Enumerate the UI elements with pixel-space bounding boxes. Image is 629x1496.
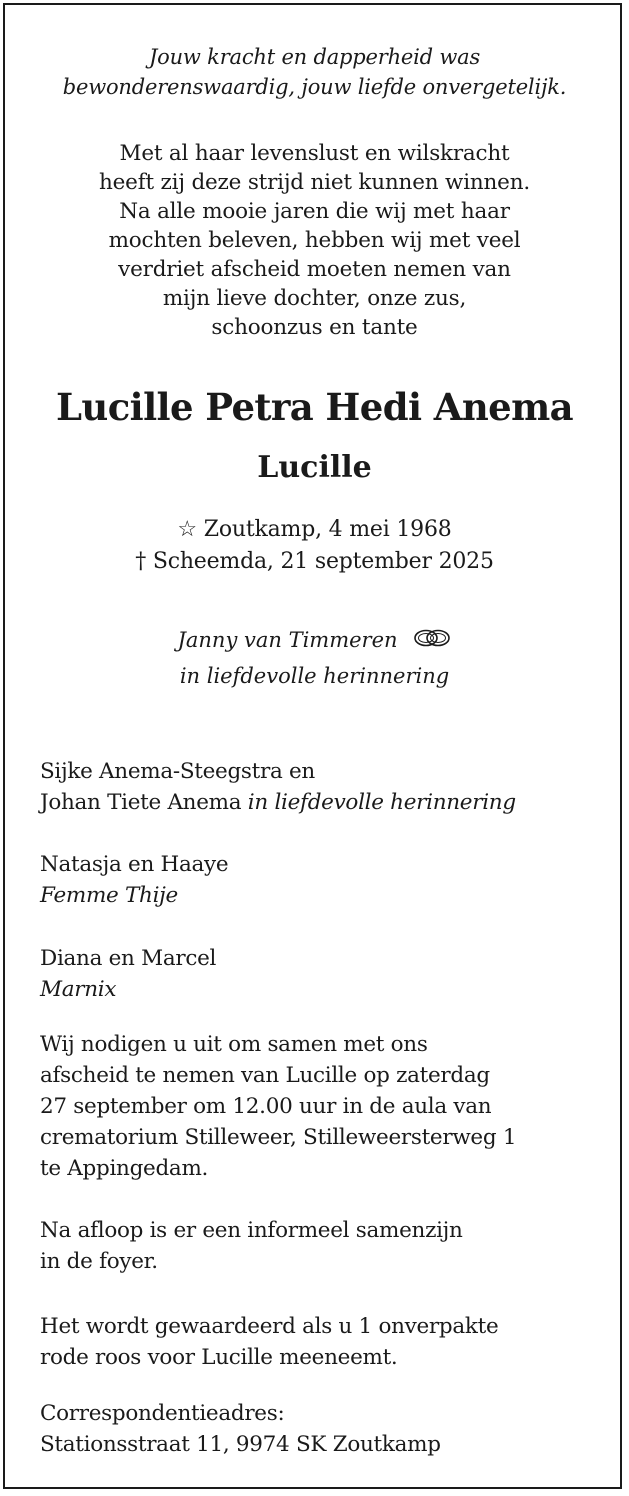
birth-place-date: Zoutkamp, 4 mei 1968 [203,517,452,542]
invitation-line: 27 september om 12.00 uur in de aula van [40,1094,492,1119]
afterwards-line: in de foyer. [40,1249,158,1274]
family-names: Natasja en Haaye [40,852,229,877]
intro-line: verdriet afscheid moeten nemen van [118,257,511,282]
invitation-line: Wij nodigen u uit om samen met ons [40,1032,428,1057]
intro-line: Na alle mooie jaren die wij met haar [119,199,510,224]
death-line [0,546,629,578]
correspondence-label: Correspondentieadres: [40,1401,285,1426]
partner-name: Janny van Timmeren [177,628,398,652]
deceased-full-name: Lucille Petra Hedi Anema [55,385,574,429]
rose-request-line: Het wordt gewaardeerd als u 1 onverpakte [40,1314,499,1339]
partner-line [0,623,629,659]
invitation-line: crematorium Stilleweer, Stilleweersterweg 1 [40,1125,517,1150]
star-icon: ☆ [177,517,197,542]
invitation-line: afscheid te nemen van Lucille op zaterdag [40,1063,490,1088]
intro-line: mochten beleven, hebben wij met veel [108,228,521,253]
family-children: Marnix [40,977,117,1002]
cross-icon: † [135,549,147,574]
partner-note: in liefdevolle herinnering [179,664,450,688]
family-parents [40,756,615,818]
family-line [40,787,615,818]
invitation-line: te Appingedam. [40,1156,209,1181]
birth-line [0,514,629,546]
motto-line: bewonderenswaardig, jouw liefde onvergetelijk. [62,75,567,99]
invitation-text [40,1029,615,1184]
family-sibling [40,943,615,1005]
correspondence-address [40,1398,615,1460]
motto [0,42,629,102]
family-children: Femme Thije [40,883,178,908]
intro-line: heeft zij deze strijd niet kunnen winnen. [99,170,530,195]
family-remembrance: in liefdevolle herinnering [247,790,516,815]
rose-request-text [40,1311,615,1373]
life-dates [0,514,629,578]
family-names: Diana en Marcel [40,946,217,971]
intro-text [0,139,629,342]
family-sibling [40,849,615,911]
wedding-rings-icon [412,625,452,659]
intro-line: mijn lieve dochter, onze zus, [162,286,467,311]
family-line: Sijke Anema-Steegstra en [40,759,315,784]
rose-request-line: rode roos voor Lucille meeneemt. [40,1345,398,1370]
intro-line: schoonzus en tante [211,315,418,340]
motto-line: Jouw kracht en dapperheid was [148,45,481,69]
correspondence-street: Stationsstraat 11, 9974 SK Zoutkamp [40,1432,441,1457]
afterwards-line: Na afloop is er een informeel samenzijn [40,1218,463,1243]
intro-line: Met al haar levenslust en wilskracht [119,141,510,166]
partner-block [0,623,629,693]
family-name: Johan Tiete Anema [40,790,242,815]
deceased-call-name: Lucille [257,450,372,485]
afterwards-text [40,1215,615,1277]
death-place-date: Scheemda, 21 september 2025 [152,549,494,574]
